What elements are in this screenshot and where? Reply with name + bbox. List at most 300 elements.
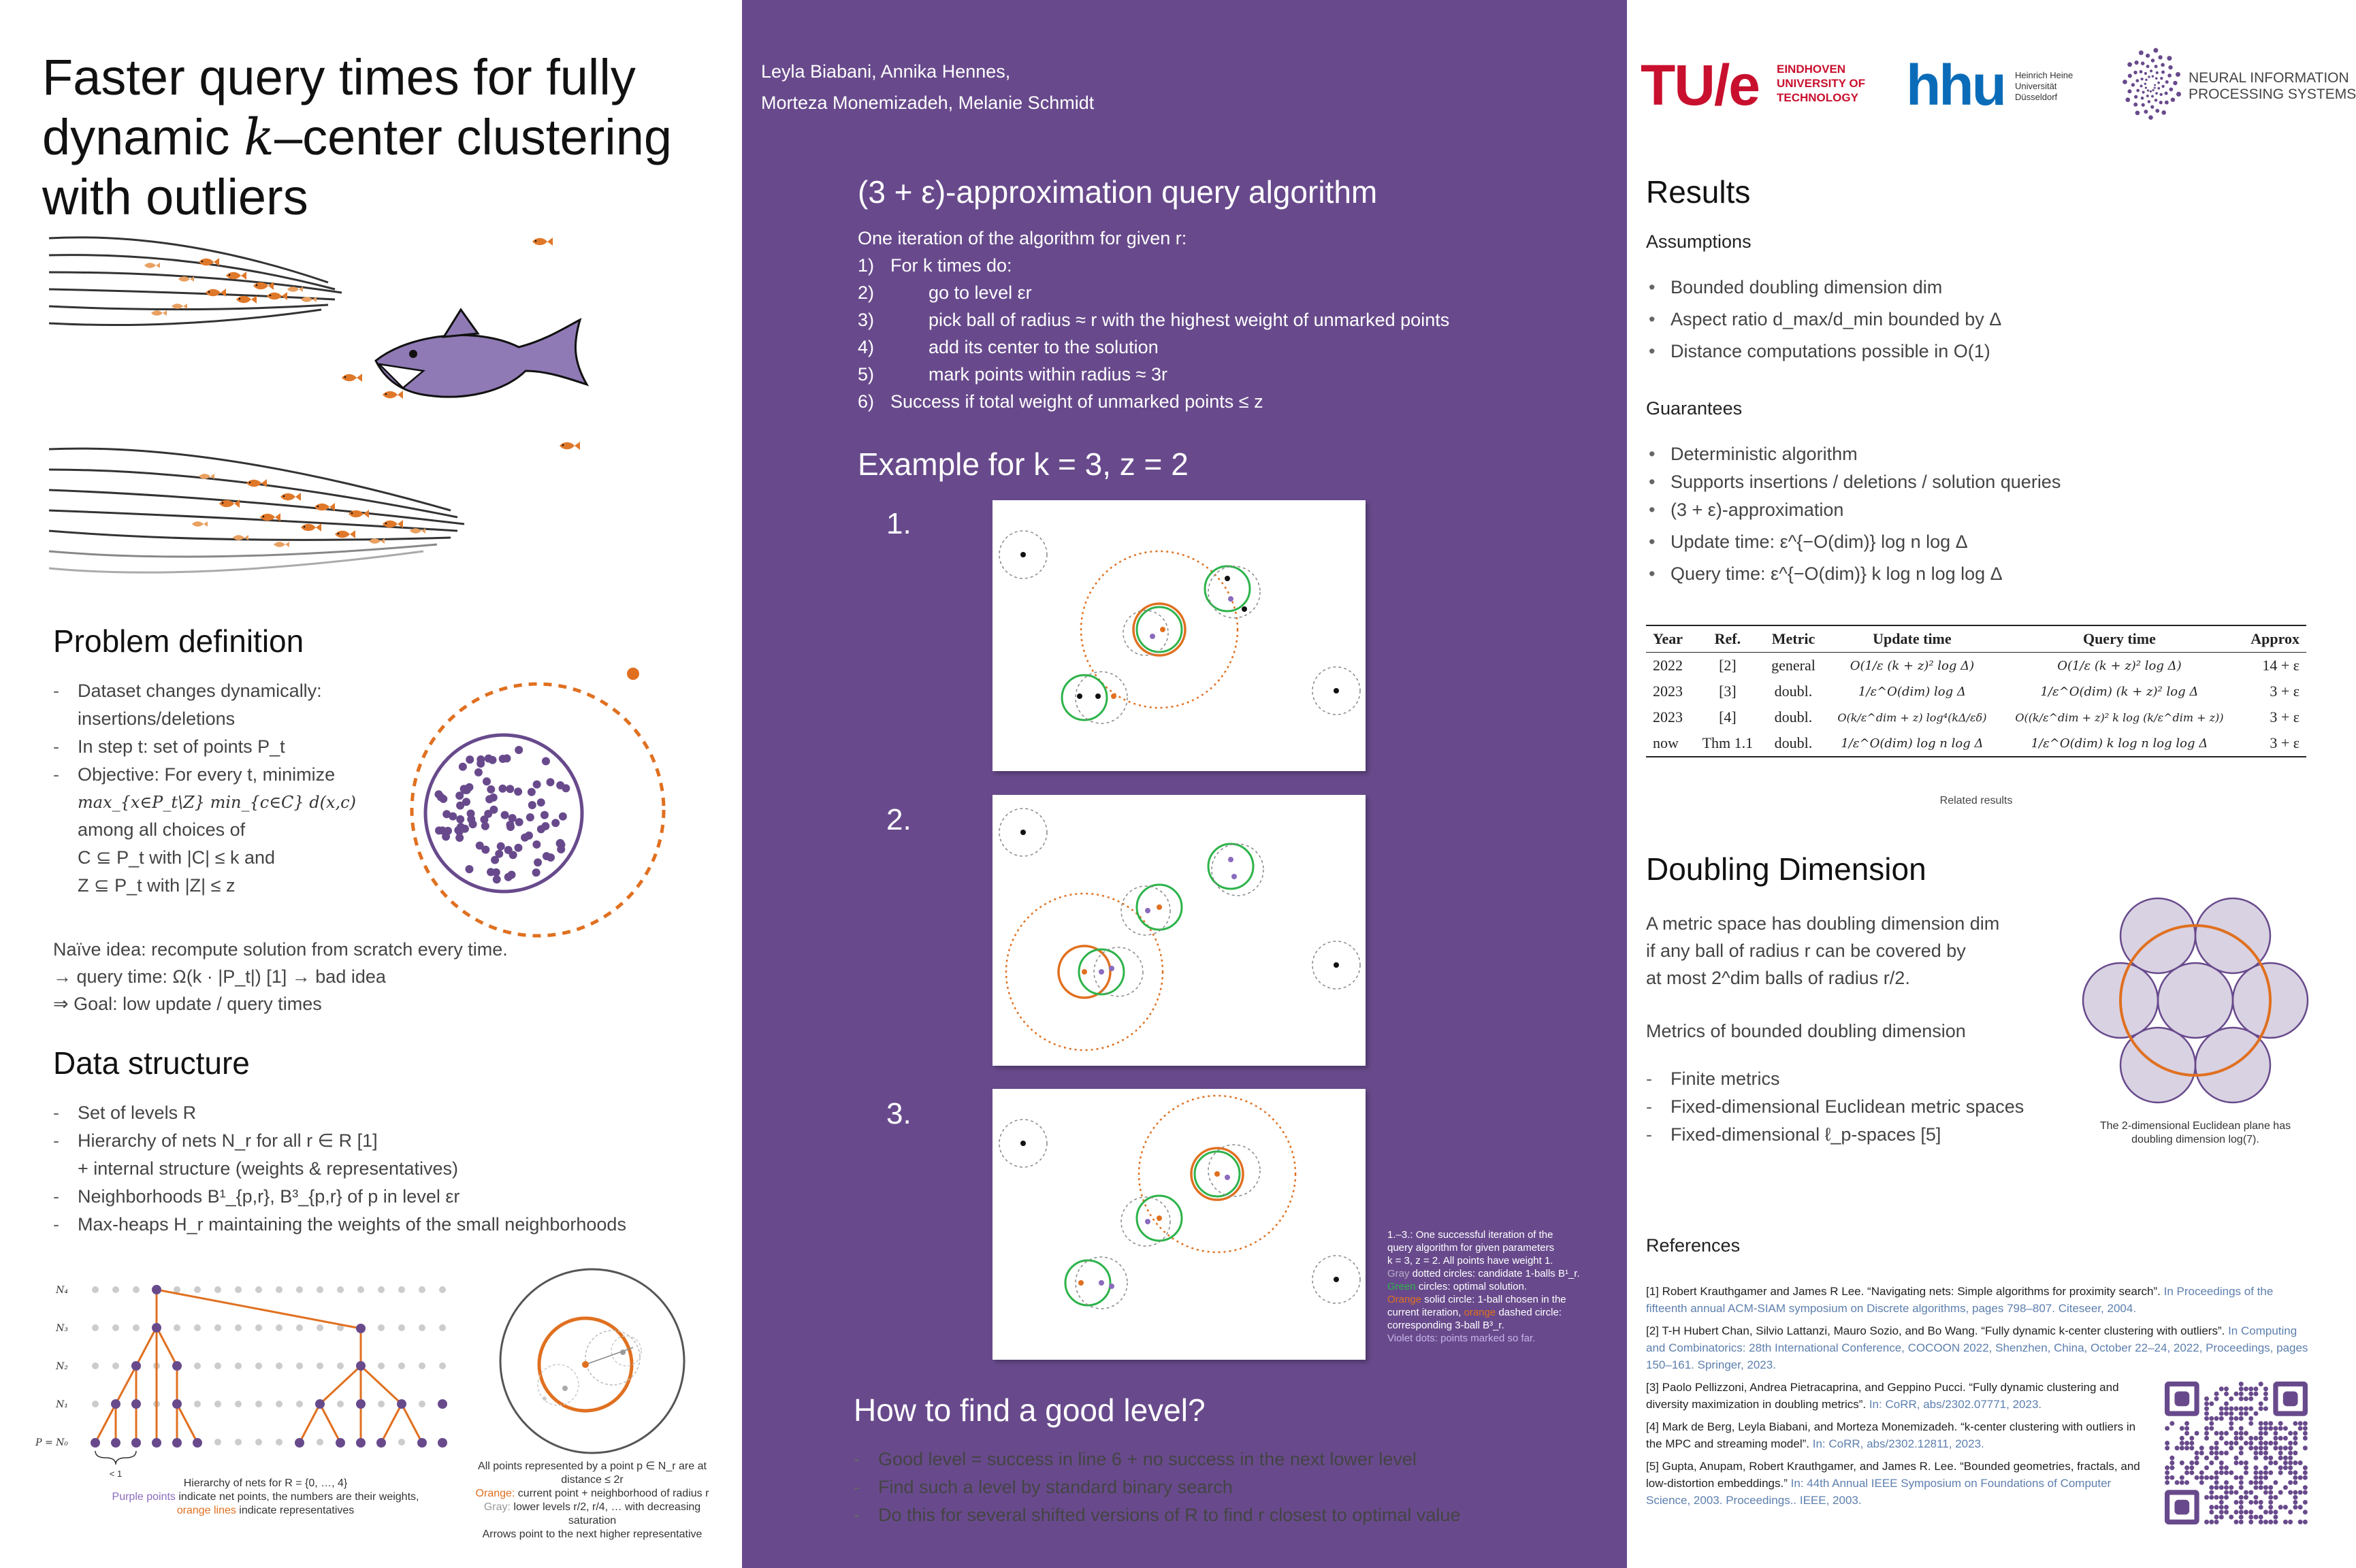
qr-module — [2244, 1411, 2248, 1416]
qr-module — [2293, 1451, 2297, 1456]
qr-module — [2184, 1431, 2189, 1436]
logo-dot — [2159, 93, 2162, 96]
logo-dot — [2161, 71, 2165, 74]
qr-module — [2239, 1509, 2244, 1514]
neurips-logo-mark — [2114, 41, 2189, 129]
grid-point — [337, 1286, 344, 1293]
cluster-point — [456, 815, 464, 823]
qr-module — [2234, 1460, 2239, 1465]
qr-module — [2234, 1456, 2239, 1460]
grid-point — [296, 1362, 303, 1369]
grid-point — [133, 1286, 140, 1293]
col-header: Metric — [1771, 630, 1816, 647]
qr-module — [2195, 1451, 2199, 1456]
qr-module — [2199, 1470, 2204, 1475]
qr-module — [2283, 1446, 2288, 1450]
grid-point — [214, 1362, 221, 1369]
qr-module — [2180, 1475, 2184, 1480]
assumption-item: • Aspect ratio d_max/d_min bounded by Δ — [1646, 306, 2313, 333]
qr-module — [2214, 1392, 2219, 1396]
grid-point — [317, 1286, 323, 1293]
qr-module — [2224, 1485, 2229, 1490]
logo-dot — [2133, 103, 2137, 107]
data-structure-list — [53, 1099, 707, 1239]
grid-point — [112, 1362, 119, 1369]
qr-module — [2259, 1475, 2263, 1480]
qr-module — [2259, 1441, 2263, 1446]
qr-module — [2263, 1446, 2268, 1450]
grid-point — [194, 1324, 201, 1331]
cluster-point — [504, 846, 513, 854]
cluster-point — [515, 818, 523, 826]
grid-point — [255, 1401, 262, 1407]
cluster-point — [532, 868, 540, 877]
hierarchy-caption: Hierarchy of nets for R = {0, …, 4} Purple points indicate net points, the numbers are their weights, orange lines indicate representatives — [112, 1477, 419, 1516]
logo-dot — [2167, 56, 2172, 61]
poster-title — [42, 48, 709, 227]
qr-module — [2263, 1441, 2268, 1446]
qr-module — [2214, 1470, 2219, 1475]
qr-module — [2248, 1421, 2253, 1426]
logo-dot — [2134, 95, 2137, 99]
qr-finder — [2283, 1391, 2298, 1406]
qr-module — [2219, 1451, 2224, 1456]
algorithm-step: 4) add its center to the solution — [858, 337, 1159, 357]
guarantee-item: • Supports insertions / deletions / solution queries — [1646, 468, 2313, 496]
logo-dot — [2168, 65, 2172, 69]
objective-cont: Z ⊆ P_t with |Z| ≤ z — [78, 875, 236, 896]
qr-module — [2248, 1392, 2253, 1396]
cluster-point — [492, 868, 500, 877]
qr-module — [2263, 1485, 2268, 1490]
metric-item: - Finite metrics — [1646, 1065, 2082, 1093]
cluster-point — [489, 756, 497, 764]
logo-dot — [2141, 61, 2145, 65]
qr-module — [2224, 1441, 2229, 1446]
qr-module — [2244, 1406, 2248, 1411]
algorithm-step: 3) pick ball of radius ≈ r with the highest weight of unmarked points — [858, 310, 1450, 330]
logo-dot — [2152, 75, 2155, 78]
grid-point — [419, 1401, 425, 1407]
metric-item: - Fixed-dimensional Euclidean metric spaces — [1646, 1093, 2082, 1121]
qr-module — [2293, 1490, 2297, 1494]
grid-point — [276, 1324, 283, 1331]
example-panel-1 — [993, 500, 1366, 771]
qr-module — [2239, 1475, 2244, 1480]
qr-module — [2189, 1460, 2194, 1465]
logo-dot — [2136, 89, 2140, 93]
logo-dot — [2160, 77, 2163, 80]
cluster-point — [498, 785, 506, 793]
problem-item: - Objective: For every t, minimize max_{x∈P_t\Z} min_{c∈C} d(x,c) among all choices of C ⊆ P_t with |C| ≤ k and Z ⊆ P_t with |Z| ≤ z — [53, 761, 407, 900]
qr-module — [2259, 1485, 2263, 1490]
qr-module — [2253, 1480, 2258, 1485]
grid-point — [317, 1324, 323, 1331]
logo-dot — [2165, 101, 2169, 105]
logo-dot — [2158, 55, 2162, 59]
qr-module — [2229, 1411, 2233, 1416]
metric-item: - Fixed-dimensional ℓ_p-spaces [5] — [1646, 1121, 2082, 1149]
grid-point — [439, 1362, 446, 1369]
qr-module — [2169, 1475, 2174, 1480]
qr-module — [2234, 1520, 2239, 1524]
qr-module — [2283, 1485, 2288, 1490]
qr-module — [2229, 1426, 2233, 1431]
qr-module — [2244, 1509, 2248, 1514]
qr-module — [2248, 1436, 2253, 1441]
doubling-heading: Doubling Dimension — [1646, 851, 1926, 887]
logo-dot — [2127, 89, 2131, 93]
guarantees-list — [1646, 440, 2313, 588]
qr-module — [2224, 1480, 2229, 1485]
logo-dot — [2146, 65, 2150, 68]
title-line-2b: –center clustering — [274, 109, 673, 165]
reference-item: [4] Mark de Berg, Leyla Biabani, and Morteza Monemizadeh. “k-center clustering with outliers in the MPC and streaming model”. In: CoRR, abs/2302.12811, 2023. — [1646, 1420, 2136, 1450]
qr-module — [2184, 1480, 2189, 1485]
grid-point — [378, 1286, 385, 1293]
qr-finder — [2174, 1500, 2189, 1515]
cluster-point — [444, 827, 452, 835]
grid-point — [398, 1324, 405, 1331]
qr-module — [2253, 1465, 2258, 1470]
qr-module — [2283, 1520, 2288, 1524]
qr-module — [2268, 1441, 2273, 1446]
grid-point — [439, 1286, 446, 1293]
logo-dot — [2171, 97, 2175, 101]
qr-module — [2224, 1386, 2229, 1391]
qr-module — [2239, 1431, 2244, 1436]
qr-module — [2283, 1436, 2288, 1441]
qr-module — [2278, 1470, 2283, 1475]
qr-module — [2239, 1446, 2244, 1450]
qr-module — [2234, 1436, 2239, 1441]
algorithm-heading: (3 + ε)-approximation query algorithm — [858, 174, 1378, 210]
qr-module — [2219, 1465, 2224, 1470]
qr-module — [2259, 1401, 2263, 1406]
qr-module — [2263, 1396, 2268, 1401]
qr-module — [2219, 1485, 2224, 1490]
qr-module — [2189, 1446, 2194, 1450]
qr-module — [2268, 1509, 2273, 1514]
qr-module — [2303, 1520, 2308, 1524]
qr-module — [2234, 1490, 2239, 1494]
col-header: Ref. — [1714, 630, 1741, 647]
cluster-point — [484, 810, 492, 818]
cluster-point — [542, 757, 550, 766]
qr-module — [2293, 1475, 2297, 1480]
cluster-point — [540, 811, 549, 819]
logo-dot — [2150, 69, 2152, 72]
logo-dot — [2161, 85, 2164, 88]
qr-module — [2239, 1500, 2244, 1505]
qr-module — [2165, 1480, 2169, 1485]
authors: Leyla Biabani, Annika Hennes, Morteza Monemizadeh, Melanie Schmidt — [761, 61, 1095, 113]
qr-module — [2175, 1446, 2180, 1450]
cluster-point — [434, 790, 442, 798]
qr-module — [2248, 1416, 2253, 1421]
metrics-heading: Metrics of bounded doubling dimension — [1646, 1021, 1966, 1041]
qr-module — [2273, 1426, 2278, 1431]
qr-module — [2204, 1431, 2209, 1436]
qr-module — [2293, 1431, 2297, 1436]
qr-module — [2283, 1456, 2288, 1460]
example-step-label: 3. — [886, 1097, 911, 1130]
qr-module — [2244, 1396, 2248, 1401]
qr-module — [2209, 1490, 2214, 1494]
logo-dot — [2135, 111, 2140, 116]
qr-code[interactable] — [2165, 1382, 2308, 1524]
qr-module — [2209, 1509, 2214, 1514]
qr-module — [2303, 1421, 2308, 1426]
grid-point — [378, 1324, 385, 1331]
qr-module — [2283, 1460, 2288, 1465]
qr-module — [2248, 1441, 2253, 1446]
qr-module — [2195, 1456, 2199, 1460]
example-heading: Example for k = 3, z = 2 — [858, 446, 1189, 482]
algorithm-step: 5) mark points within radius ≈ 3r — [858, 364, 1167, 385]
qr-module — [2165, 1470, 2169, 1475]
reference-item: [1] Robert Krauthgamer and James R Lee. “Navigating nets: Simple algorithms for proximity search”. In Proceedings of the fifteenth annual ACM-SIAM symposium on Discrete algorithms, pages 798–807. Citeseer, 2004. — [1646, 1285, 2274, 1315]
qr-module — [2239, 1396, 2244, 1401]
logo-dot — [2135, 61, 2139, 65]
algorithm-intro: One iteration of the algorithm for given r: — [858, 228, 1187, 248]
qr-module — [2278, 1490, 2283, 1494]
hhu-logo: hhu Heinrich Heine Universität Düsseldorf — [1906, 53, 2073, 117]
cluster-point — [537, 798, 545, 806]
qr-module — [2273, 1520, 2278, 1524]
cluster-point — [477, 755, 485, 764]
qr-module — [2229, 1515, 2233, 1520]
qr-module — [2288, 1431, 2293, 1436]
grid-point — [419, 1324, 425, 1331]
logo-dot — [2123, 80, 2127, 84]
qr-module — [2278, 1505, 2283, 1509]
grid-point — [255, 1324, 262, 1331]
qr-module — [2273, 1431, 2278, 1436]
grid-point — [92, 1324, 99, 1331]
qr-module — [2219, 1436, 2224, 1441]
table-row: 2022 [2] general O(1/ε (k + z)² log Δ) O(1/ε (k + z)² log Δ) 14 + ε — [1653, 657, 2299, 674]
qr-module — [2253, 1475, 2258, 1480]
cluster-point — [481, 846, 489, 854]
qr-module — [2244, 1465, 2248, 1470]
qr-module — [2239, 1416, 2244, 1421]
qr-module — [2175, 1480, 2180, 1485]
grid-point — [214, 1439, 221, 1446]
qr-module — [2263, 1392, 2268, 1396]
qr-module — [2283, 1505, 2288, 1509]
cluster-point — [481, 822, 489, 830]
grid-point — [235, 1401, 242, 1407]
qr-module — [2244, 1441, 2248, 1446]
table-row: 2023 [3] doubl. 1/ε^O(dim) log Δ 1/ε^O(dim) (k + z)² log Δ 3 + ε — [1653, 683, 2299, 700]
qr-module — [2248, 1406, 2253, 1411]
qr-module — [2204, 1416, 2209, 1421]
qr-module — [2303, 1446, 2308, 1450]
qr-module — [2209, 1485, 2214, 1490]
logo-dot — [2144, 72, 2147, 75]
qr-module — [2229, 1406, 2233, 1411]
qr-module — [2259, 1426, 2263, 1431]
qr-module — [2180, 1446, 2184, 1450]
grid-point — [398, 1439, 405, 1446]
col-header: Year — [1653, 630, 1683, 647]
qr-module — [2239, 1485, 2244, 1490]
qr-module — [2253, 1446, 2258, 1450]
qr-module — [2239, 1495, 2244, 1500]
qr-module — [2259, 1470, 2263, 1475]
grid-point — [214, 1401, 221, 1407]
cluster-point — [556, 839, 564, 847]
grid-point — [296, 1324, 303, 1331]
qr-module — [2234, 1441, 2239, 1446]
logo-dot — [2142, 91, 2145, 94]
qr-module — [2273, 1441, 2278, 1446]
qr-module — [2298, 1460, 2303, 1465]
qr-module — [2234, 1416, 2239, 1421]
qr-module — [2248, 1490, 2253, 1494]
qr-module — [2219, 1509, 2224, 1514]
qr-module — [2293, 1421, 2297, 1426]
cluster-point — [559, 813, 567, 821]
qr-module — [2184, 1446, 2189, 1450]
qr-module — [2189, 1470, 2194, 1475]
qr-module — [2239, 1406, 2244, 1411]
qr-module — [2273, 1515, 2278, 1520]
qr-module — [2234, 1500, 2239, 1505]
qr-module — [2248, 1500, 2253, 1505]
grid-point — [133, 1324, 140, 1331]
good-level-list — [854, 1446, 1616, 1529]
example-step-label: 1. — [886, 507, 911, 540]
objective-cont: among all choices of — [78, 819, 246, 840]
qr-module — [2204, 1495, 2209, 1500]
title-line-2a: dynamic — [42, 109, 244, 165]
data-structure-heading: Data structure — [53, 1045, 250, 1081]
logo-dot — [2135, 79, 2139, 82]
qr-module — [2204, 1456, 2209, 1460]
qr-module — [2283, 1465, 2288, 1470]
qr-module — [2219, 1505, 2224, 1509]
qr-module — [2224, 1411, 2229, 1416]
grid-point — [214, 1324, 221, 1331]
reference-item: [3] Paolo Pellizzoni, Andrea Pietracaprina, and Geppino Pucci. “Fully dynamic clustering and diversity maximization in doubling metrics”. In: CoRR, abs/2302.07771, 2023. — [1646, 1381, 2119, 1411]
qr-module — [2288, 1480, 2293, 1485]
doubling-definition: A metric space has doubling dimension dim if any ball of radius r can be covered by at most 2^dim balls of radius r/2. — [1646, 913, 2000, 988]
qr-module — [2229, 1421, 2233, 1426]
qr-module — [2214, 1441, 2219, 1446]
qr-module — [2224, 1505, 2229, 1509]
guarantee-item: • Deterministic algorithm — [1646, 440, 2313, 468]
qr-module — [2204, 1406, 2209, 1411]
grid-point — [317, 1362, 323, 1369]
logo-dot — [2151, 59, 2155, 63]
grid-point — [378, 1401, 385, 1407]
qr-module — [2263, 1406, 2268, 1411]
grid-point — [235, 1439, 242, 1446]
grid-point — [194, 1362, 201, 1369]
logo-dot — [2148, 100, 2151, 103]
logo-dot — [2146, 54, 2150, 58]
qr-module — [2224, 1401, 2229, 1406]
qr-module — [2298, 1505, 2303, 1509]
qr-module — [2219, 1416, 2224, 1421]
logo-dot — [2157, 82, 2160, 84]
assumption-item: • Distance computations possible in O(1) — [1646, 338, 2313, 365]
col-header: Query time — [2082, 630, 2156, 647]
qr-module — [2229, 1485, 2233, 1490]
grid-point — [439, 1324, 446, 1331]
algorithm-step: 6) Success if total weight of unmarked points ≤ z — [858, 391, 1263, 412]
logo-dot — [2127, 62, 2132, 67]
qr-module — [2248, 1396, 2253, 1401]
doubling-dimension-figure — [2076, 888, 2314, 1113]
logo-dot — [2148, 76, 2150, 78]
level-label: N₂ — [56, 1361, 68, 1372]
qr-module — [2214, 1480, 2219, 1485]
problem-item: - Dataset changes dynamically: insertions/deletions — [53, 677, 407, 733]
qr-module — [2244, 1490, 2248, 1494]
qr-module — [2278, 1456, 2283, 1460]
qr-module — [2268, 1505, 2273, 1509]
qr-module — [2293, 1441, 2297, 1446]
qr-module — [2209, 1475, 2214, 1480]
qr-module — [2303, 1465, 2308, 1470]
qr-module — [2259, 1480, 2263, 1485]
logo-dot — [2125, 97, 2130, 102]
qr-module — [2253, 1485, 2258, 1490]
logo-dot — [2155, 92, 2158, 95]
qr-module — [2303, 1509, 2308, 1514]
qr-module — [2204, 1520, 2209, 1524]
cluster-point — [528, 801, 536, 809]
qr-module — [2189, 1436, 2194, 1441]
example-panel-2 — [993, 795, 1366, 1066]
grid-point — [296, 1286, 303, 1293]
qr-module — [2180, 1460, 2184, 1465]
qr-module — [2219, 1431, 2224, 1436]
qr-module — [2224, 1406, 2229, 1411]
qr-module — [2278, 1451, 2283, 1456]
grid-point — [255, 1286, 262, 1293]
qr-module — [2293, 1436, 2297, 1441]
qr-module — [2259, 1436, 2263, 1441]
qr-module — [2219, 1500, 2224, 1505]
qr-module — [2263, 1421, 2268, 1426]
cluster-point — [547, 853, 555, 862]
qr-module — [2229, 1416, 2233, 1421]
qr-module — [2288, 1465, 2293, 1470]
grid-point — [276, 1362, 283, 1369]
qr-module — [2263, 1426, 2268, 1431]
grid-point — [255, 1439, 262, 1446]
reference-item: [2] T-H Hubert Chan, Silvio Lattanzi, Mauro Sozio, and Bo Wang. “Fully dynamic k-center clustering with outliers”. In Computing and Combinatorics: 28th International Conference, COCOON 2022, Shenzhen, China, October 22–24, 2022, Proceedings, pages 150–161. Springer, 2023. — [1646, 1324, 2308, 1371]
qr-finder — [2174, 1391, 2189, 1406]
guarantee-item: • Query time: ε^{−O(dim)} k log n log log Δ — [1646, 560, 2313, 588]
cluster-point — [533, 781, 541, 789]
qr-module — [2184, 1426, 2189, 1431]
qr-module — [2263, 1470, 2268, 1475]
grid-point — [174, 1324, 180, 1331]
logo-dot — [2147, 89, 2149, 91]
cluster-point — [514, 787, 522, 796]
grid-point — [92, 1286, 99, 1293]
brace-label: < 1 — [109, 1469, 123, 1479]
qr-module — [2263, 1475, 2268, 1480]
ds-item: - Set of levels R — [53, 1099, 707, 1127]
qr-module — [2268, 1500, 2273, 1505]
qr-module — [2268, 1421, 2273, 1426]
